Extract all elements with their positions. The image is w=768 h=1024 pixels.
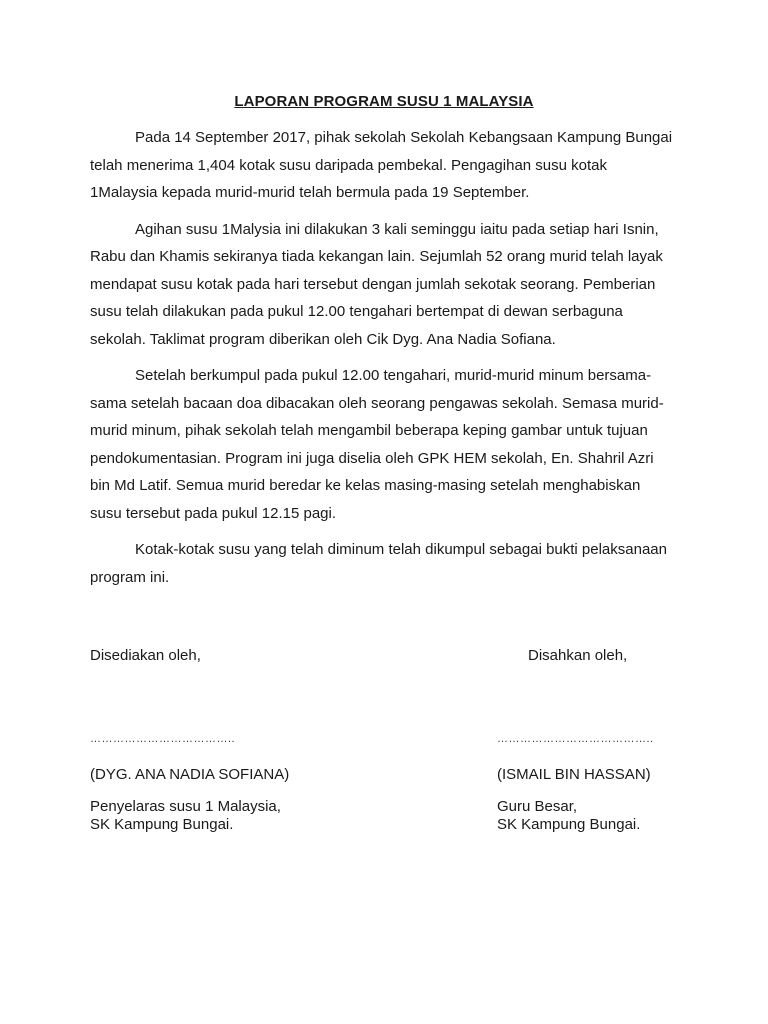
approved-by-name: (ISMAIL BIN HASSAN) xyxy=(497,766,651,783)
approved-by-signature-line: ………………………………….. xyxy=(497,733,654,745)
approved-by-label: Disahkan oleh, xyxy=(528,647,628,664)
prepared-by-label: Disediakan oleh, xyxy=(90,647,201,664)
report-body xyxy=(90,124,690,600)
prepared-by-name: (DYG. ANA NADIA SOFIANA) xyxy=(90,766,290,783)
paragraph-4: Kotak-kotak susu yang telah diminum telah dikumpul sebagai bukti pelaksanaan program ini. xyxy=(90,541,667,586)
prepared-by-signature-line: ……………………………….. xyxy=(90,733,236,745)
prepared-by-position: Penyelaras susu 1 Malaysia, xyxy=(90,798,281,815)
prepared-by-school: SK Kampung Bungai. xyxy=(90,816,234,833)
approved-by-school: SK Kampung Bungai. xyxy=(497,816,641,833)
paragraph-3: Setelah berkumpul pada pukul 12.00 tengahari, murid-murid minum bersama- sama setelah bacaan doa dibacakan oleh seorang pengawas sekolah. Semasa murid- murid minum, pihak sekolah telah mengambil beberapa keping gambar untuk tujuan pendokumentasian. Program ini juga diselia oleh GPK HEM sekolah, En. Shahril Azri bin Md Latif. Semua murid beredar ke kelas masing-masing setelah menghabiskan susu tersebut pada pukul 12.15 pagi. xyxy=(90,367,664,522)
paragraph-2: Agihan susu 1Malysia ini dilakukan 3 kali seminggu iaitu pada setiap hari Isnin, Rabu dan Khamis sekiranya tiada kekangan lain. Sejumlah 52 orang murid telah layak mendapat susu kotak pada hari tersebut dengan jumlah sekotak seorang. Pemberian susu telah dilakukan pada pukul 12.00 tengahari bertempat di dewan serbaguna sekolah. Taklimat program diberikan oleh Cik Dyg. Ana Nadia Sofiana. xyxy=(90,220,663,348)
paragraph-1: Pada 14 September 2017, pihak sekolah Sekolah Kebangsaan Kampung Bungai telah menerima 1,404 kotak susu daripada pembekal. Pengagihan susu kotak 1Malaysia kepada murid-murid telah bermula pada 19 September. xyxy=(90,129,673,201)
report-title: LAPORAN PROGRAM SUSU 1 MALAYSIA xyxy=(234,93,534,110)
approved-by-position: Guru Besar, xyxy=(497,798,578,815)
